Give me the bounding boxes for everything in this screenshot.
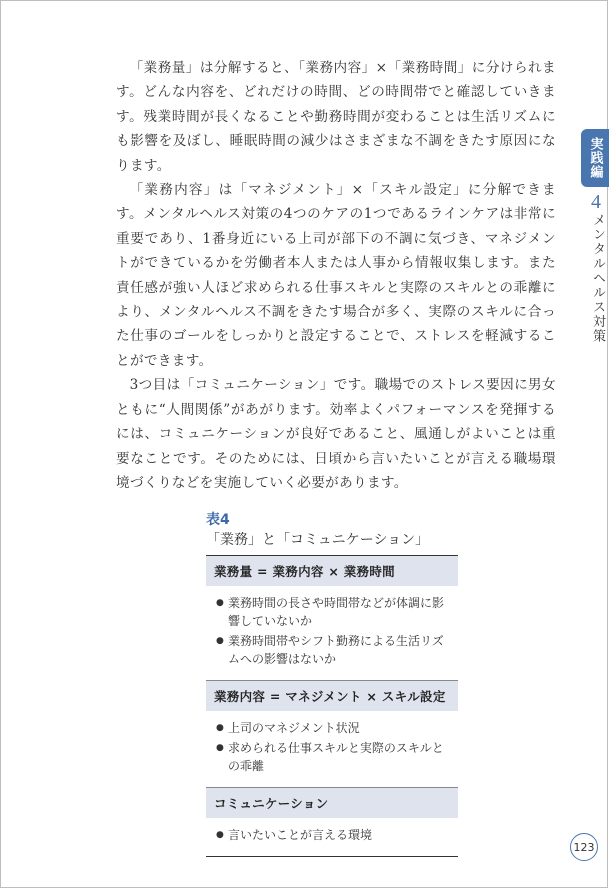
chapter-title: メンタルヘルス対策 bbox=[590, 213, 605, 344]
paragraph-2: 「業務内容」は「マネジメント」×「スキル設定」に分解できます。メンタルヘルス対策の4つのケアの1つであるラインケアは非常に重要であり、1番身近にいる上司が部下の不調に気づき、マネジメントができているかを労働者本人または人事から情報収集します。また責任感が強い人ほど求められる仕事スキルと実際のスキルとの乖離により、メンタルヘルス不調をきたす場合が多く、実際のスキルに合った仕事のゴールをしっかりと設定することで、ストレスを軽減することができます。 bbox=[116, 182, 556, 369]
table-caption bbox=[206, 509, 458, 549]
section-list bbox=[206, 711, 458, 787]
list-item: ● 業務時間の長さや時間帯などが体調に影響していないか bbox=[216, 594, 454, 630]
table-section-content bbox=[206, 680, 458, 787]
section-tab bbox=[581, 129, 609, 187]
list-item: ● 求められる仕事スキルと実際のスキルとの乖離 bbox=[216, 739, 454, 775]
chapter-number: 4 bbox=[591, 191, 601, 213]
section-tab-label: 実践編 bbox=[587, 137, 603, 179]
section-list bbox=[206, 818, 458, 856]
table-title: 「業務」と「コミュニケーション」 bbox=[206, 532, 430, 548]
list-item: ● 上司のマネジメント状況 bbox=[216, 719, 454, 737]
section-list bbox=[206, 586, 458, 680]
list-item: ● 言いたいことが言える環境 bbox=[216, 826, 454, 844]
body-text bbox=[116, 56, 556, 495]
paragraph-1: 「業務量」は分解すると、「業務内容」×「業務時間」に分けられます。どんな内容を、どれだけの時間、どの時間帯でと確認していきます。残業時間が長くなることや勤務時間が変わることは生活リズムにも影響を及ぼし、睡眠時間の減少はさまざまな不調をきたす原因になります。 bbox=[116, 60, 556, 174]
list-item: ● 業務時間帯やシフト勤務による生活リズムへの影響はないか bbox=[216, 632, 454, 668]
table-label: 表4 bbox=[206, 512, 230, 528]
paragraph-3: 3つ目は「コミュニケーション」です。職場でのストレス要因に男女ともに“人間関係”があがります。効率よくパフォーマンスを発揮するには、コミュニケーションが良好であること、風通しがよいことは重要なことです。そのためには、日頃から言いたいことが言える職場環境づくりなどを実施していく必要があります。 bbox=[116, 377, 556, 491]
section-heading: 業務内容 = マネジメント × スキル設定 bbox=[206, 681, 458, 711]
table-section-communication bbox=[206, 787, 458, 857]
page-number: 123 bbox=[570, 833, 598, 861]
section-heading: コミュニケーション bbox=[206, 788, 458, 818]
summary-table bbox=[206, 509, 458, 857]
table-section-workload bbox=[206, 555, 458, 680]
section-heading: 業務量 = 業務内容 × 業務時間 bbox=[206, 556, 458, 586]
